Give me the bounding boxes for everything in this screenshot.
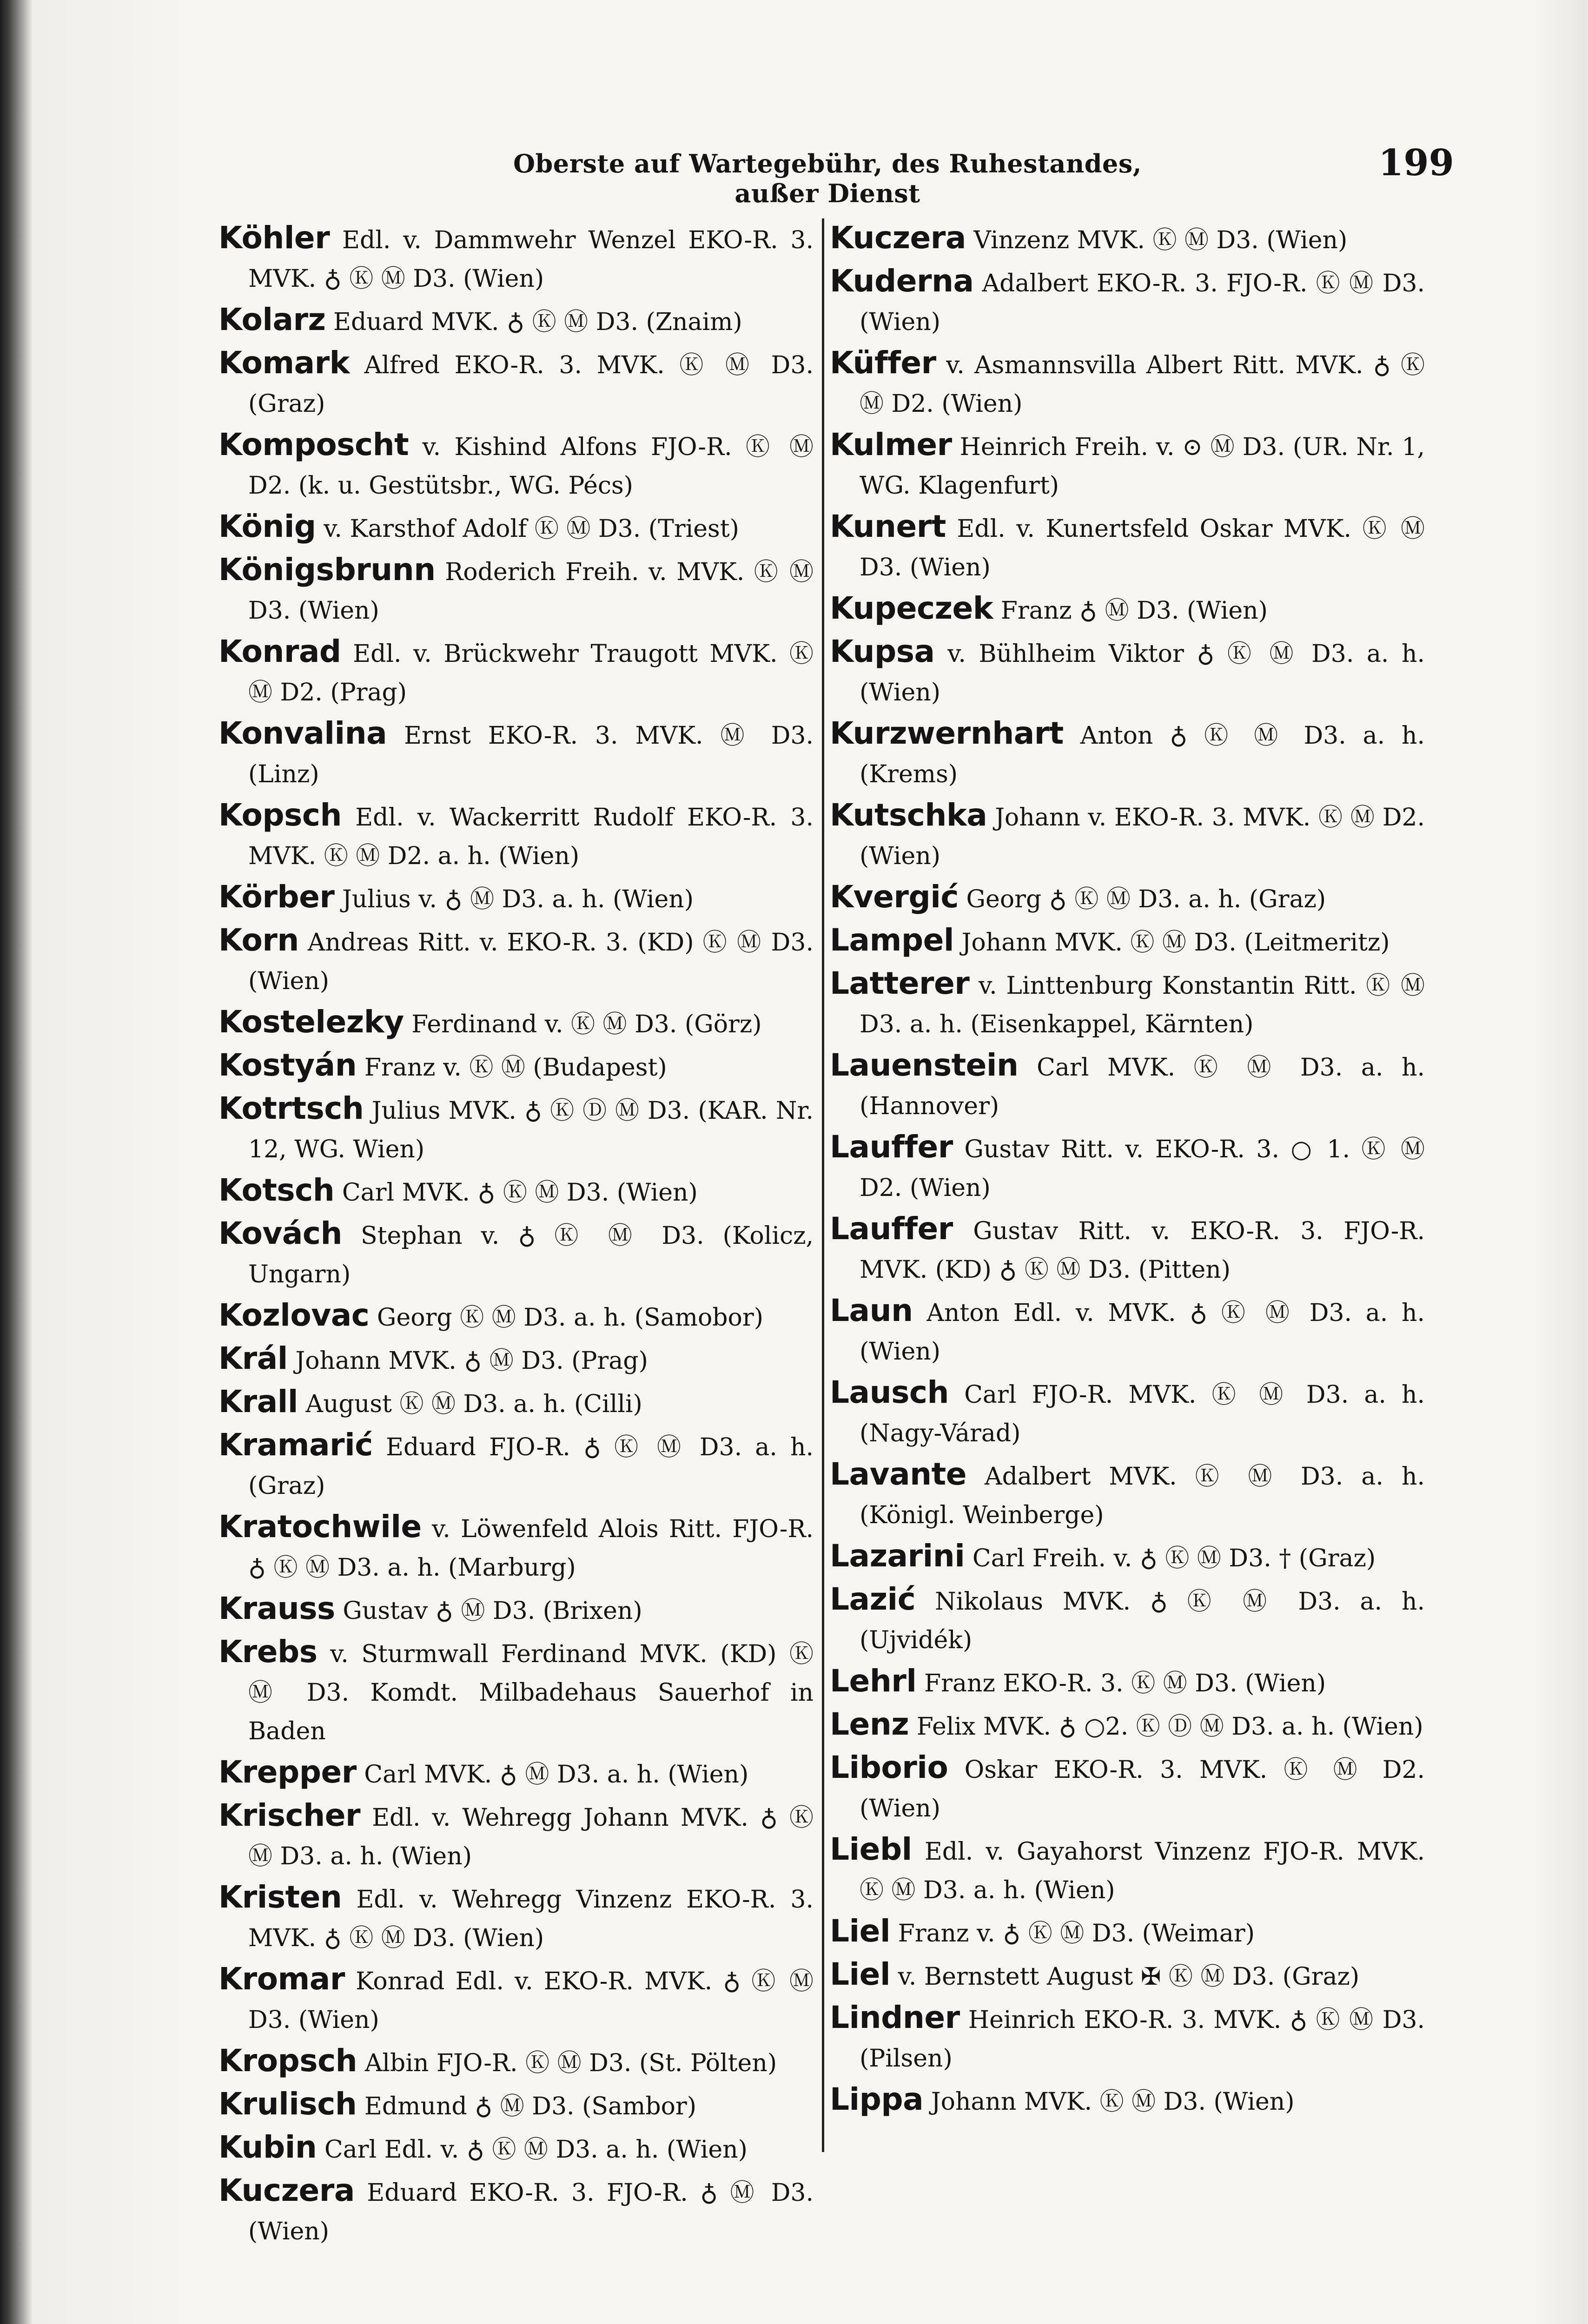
directory-entry [830,1955,1425,1996]
entry-details: Alfred EKO-R. 3. MVK. Ⓚ Ⓜ D3. (Graz) [248,351,814,418]
column-rule [822,218,824,2152]
running-title: Oberste auf Wartegebühr, des Ruhestandes, außer Dienst [513,149,1142,208]
directory-entry [218,2171,814,2251]
directory-entry [218,343,814,423]
entry-surname: Konrad [218,634,341,669]
entry-details: Franz ♁ Ⓜ D3. (Wien) [1000,597,1268,625]
directory-entry [830,1662,1425,1703]
entry-surname: Kvergić [830,879,959,915]
entry-details: v. Bühlheim Viktor ♁ Ⓚ Ⓜ D3. a. h. (Wien) [860,640,1425,706]
entry-details: Adalbert MVK. Ⓚ Ⓜ D3. a. h. (Königl. Weinberge) [860,1463,1425,1529]
directory-entry [218,796,814,876]
entry-surname: Laun [830,1293,913,1328]
directory-entry [830,343,1425,423]
entry-details: v. Sturmwall Ferdinand MVK. (KD) Ⓚ Ⓜ D3. Komdt. Milbadehaus Sauerhof in Baden [248,1640,814,1745]
entry-surname: Krauss [218,1591,335,1626]
directory-entry [218,1632,814,1751]
entry-details: Johann v. EKO-R. 3. MVK. Ⓚ Ⓜ D2. (Wien) [860,804,1425,870]
entry-details: v. Karsthof Adolf Ⓚ Ⓜ D3. (Triest) [324,515,739,543]
entry-details: Andreas Ritt. v. EKO-R. 3. (KD) Ⓚ Ⓜ D3. (Wien) [248,929,814,995]
entry-details: Oskar EKO-R. 3. MVK. Ⓚ Ⓜ D2. (Wien) [860,1756,1425,1822]
entry-surname: Kupeczek [830,590,993,626]
entry-surname: Kuczera [218,2172,355,2208]
entry-details: Roderich Freih. v. MVK. Ⓚ Ⓜ D3. (Wien) [248,558,814,625]
entry-details: Ferdinand v. Ⓚ Ⓜ D3. (Görz) [411,1010,762,1038]
entry-surname: Lavante [830,1456,966,1492]
entry-surname: Köhler [218,220,330,256]
entry-details: Julius v. ♁ Ⓜ D3. a. h. (Wien) [342,885,694,913]
entry-surname: Liel [830,1956,891,1992]
entry-surname: Küffer [830,345,936,381]
entry-surname: Körber [218,879,335,915]
entry-surname: Kromar [218,1961,345,1997]
entry-details: Eduard FJO-R. ♁ Ⓚ Ⓜ D3. a. h. (Graz) [248,1433,814,1500]
directory-entry [830,1209,1425,1289]
entry-surname: Kuczera [830,220,966,256]
entry-details: Gustav ♁ Ⓜ D3. (Brixen) [343,1597,642,1625]
entry-details: Gustav Ritt. v. EKO-R. 3. FJO-R. MVK. (KD) ♁ Ⓚ Ⓜ D3. (Pitten) [860,1217,1425,1284]
entry-surname: Krulisch [218,2086,357,2122]
entry-details: Ernst EKO-R. 3. MVK. Ⓜ D3. (Linz) [248,722,814,788]
entry-surname: Königsbrunn [218,552,436,588]
entry-surname: Lenz [830,1706,909,1742]
entry-details: Edl. v. Wackerritt Rudolf EKO-R. 3. MVK. Ⓚ Ⓜ D2. a. h. (Wien) [248,804,814,870]
entry-surname: Konvalina [218,715,387,751]
directory-entry [218,1339,814,1380]
entry-surname: Kulmer [830,427,952,462]
entry-details: Johann MVK. ♁ Ⓜ D3. (Prag) [295,1347,648,1375]
entry-details: Gustav Ritt. v. EKO-R. 3. ○ 1. Ⓚ Ⓜ D2. (Wien) [860,1136,1425,1202]
entry-surname: Lindner [830,2000,960,2035]
entry-surname: Liborio [830,1750,948,1785]
entry-surname: Komark [218,345,350,381]
entry-details: Eduard MVK. ♁ Ⓚ Ⓜ D3. (Znaim) [333,308,742,336]
entry-surname: Lehrl [830,1663,917,1699]
entry-details: Franz v. ♁ Ⓚ Ⓜ D3. (Weimar) [898,1920,1255,1948]
entry-details: Anton Edl. v. MVK. ♁ Ⓚ Ⓜ D3. a. h. (Wien) [860,1299,1425,1366]
entry-surname: Liebl [830,1831,912,1867]
entry-details: Carl MVK. ♁ Ⓚ Ⓜ D3. (Wien) [342,1179,698,1207]
entry-surname: Krebs [218,1634,318,1670]
entry-surname: Komposcht [218,427,409,462]
entry-surname: Lauffer [830,1211,953,1247]
directory-entry [218,425,814,505]
directory-entry [218,1171,814,1212]
directory-entry [218,550,814,630]
directory-entry [218,714,814,794]
entry-details: Johann MVK. Ⓚ Ⓜ D3. (Leitmeritz) [961,929,1390,957]
entry-surname: Kozlovac [218,1297,370,1333]
entry-details: August Ⓚ Ⓜ D3. a. h. (Cilli) [305,1390,642,1418]
entry-details: Carl Edl. v. ♁ Ⓚ Ⓜ D3. a. h. (Wien) [324,2136,748,2164]
directory-entry [830,1046,1425,1126]
entry-details: Carl FJO-R. MVK. Ⓚ Ⓜ D3. a. h. (Nagy-Várad) [860,1381,1425,1447]
directory-entry [218,2085,814,2126]
entry-details: Carl MVK. ♁ Ⓜ D3. a. h. (Wien) [364,1761,749,1789]
directory-entry [218,300,814,342]
entry-surname: Lausch [830,1374,949,1410]
directory-entry [218,1507,814,1587]
entry-surname: Lauffer [830,1129,953,1165]
entry-details: Edl. v. Dammwehr Wenzel EKO-R. 3. MVK. ♁ Ⓚ Ⓜ D3. (Wien) [248,226,814,293]
entry-details: Felix MVK. ♁ ○2. Ⓚ Ⓓ Ⓜ D3. a. h. (Wien) [916,1713,1423,1741]
directory-entry [218,921,814,1001]
entry-details: v. Kishind Alfons FJO-R. Ⓚ Ⓜ D2. (k. u. Gestütsbr., WG. Pécs) [248,433,814,500]
entry-surname: Lippa [830,2081,924,2117]
entry-details: v. Asmannsvilla Albert Ritt. MVK. ♁ Ⓚ Ⓜ D2. (Wien) [860,351,1425,418]
entry-surname: König [218,508,316,544]
directory-entry [218,1426,814,1505]
entry-details: Georg Ⓚ Ⓜ D3. a. h. (Samobor) [377,1304,763,1332]
entry-details: Stephan v. ♁ Ⓚ Ⓜ D3. (Kolicz, Ungarn) [248,1222,814,1288]
entry-surname: Latterer [830,965,970,1001]
directory-entry [218,1589,814,1631]
entry-surname: Kupsa [830,634,935,669]
directory-entry [830,1998,1425,2078]
entry-details: Carl Freih. v. ♁ Ⓚ Ⓜ D3. † (Graz) [972,1545,1376,1572]
entry-details: v. Linttenburg Konstantin Ritt. Ⓚ Ⓜ D3. a. h. (Eisenkappel, Kärnten) [860,972,1425,1038]
entry-details: Vinzenz MVK. Ⓚ Ⓜ D3. (Wien) [973,226,1348,254]
directory-entry [218,1089,814,1169]
directory-entry [830,1291,1425,1371]
directory-entry [830,425,1425,505]
directory-entry [830,1705,1425,1746]
directory-entry [218,632,814,712]
directory-entry [218,2128,814,2169]
directory-entry [218,878,814,919]
entry-details: Edl. v. Wehregg Vinzenz EKO-R. 3. MVK. ♁ Ⓚ Ⓜ D3. (Wien) [248,1886,814,1952]
directory-entry [830,1748,1425,1828]
entry-surname: Král [218,1340,288,1376]
entry-surname: Kropsch [218,2043,357,2079]
entry-surname: Kolarz [218,302,326,337]
entry-surname: Kotrtsch [218,1090,364,1126]
entry-details: Heinrich Freih. v. ⊙ Ⓜ D3. (UR. Nr. 1, WG. Klagenfurt) [860,433,1425,500]
entry-surname: Krall [218,1384,298,1419]
entry-surname: Krepper [218,1754,357,1790]
entry-details: Adalbert EKO-R. 3. FJO-R. Ⓚ Ⓜ D3. (Wien) [860,270,1425,336]
entry-surname: Lampel [830,922,954,958]
entry-surname: Kramarić [218,1427,373,1463]
directory-entry [830,1128,1425,1208]
entry-surname: Lazarini [830,1538,965,1574]
directory-entry [218,507,814,548]
directory-entry [830,1580,1425,1660]
directory-entry [830,2080,1425,2121]
directory-entry [830,1912,1425,1953]
directory-entry [218,218,814,298]
entry-details: Eduard EKO-R. 3. FJO-R. ♁ Ⓜ D3. (Wien) [248,2179,814,2245]
entry-details: Georg ♁ Ⓚ Ⓜ D3. a. h. (Graz) [966,885,1326,913]
entry-details: v. Löwenfeld Alois Ritt. FJO-R. ♁ Ⓚ Ⓜ D3. a. h. (Marburg) [248,1515,814,1582]
entry-surname: Kotsch [218,1172,335,1208]
directory-entry [830,507,1425,587]
entry-surname: Korn [218,922,299,958]
directory-entry [830,1830,1425,1910]
entry-details: Nikolaus MVK. ♁ Ⓚ Ⓜ D3. a. h. (Ujvidék) [860,1588,1425,1654]
directory-entry [218,1046,814,1087]
directory-entry [218,1960,814,2040]
entry-details: Edl. v. Kunertsfeld Oskar MVK. Ⓚ Ⓜ D3. (Wien) [860,515,1425,581]
directory-entry [830,218,1425,260]
entry-details: Julius MVK. ♁ Ⓚ Ⓓ Ⓜ D3. (KAR. Nr. 12, WG. Wien) [248,1097,814,1163]
entry-details: Edl. v. Gayahorst Vinzenz FJO-R. MVK. Ⓚ Ⓜ D3. a. h. (Wien) [860,1838,1425,1904]
directory-entry [218,2041,814,2083]
entry-details: Anton ♁ Ⓚ Ⓜ D3. a. h. (Krems) [860,722,1425,788]
directory-entry [218,1753,814,1794]
entry-surname: Lazić [830,1581,916,1617]
entry-surname: Kuderna [830,263,974,299]
directory-entry [218,1214,814,1294]
entry-surname: Lauenstein [830,1047,1019,1083]
entry-surname: Kristen [218,1879,342,1915]
page-number: 199 [1378,142,1454,184]
entry-details: v. Bernstett August ✠ Ⓚ Ⓜ D3. (Graz) [898,1963,1360,1991]
directory-entry [830,796,1425,876]
entry-details: Albin FJO-R. Ⓚ Ⓜ D3. (St. Pölten) [364,2049,777,2077]
directory-entry [218,1878,814,1958]
entry-surname: Liel [830,1913,891,1949]
directory-entry [830,964,1425,1044]
entry-surname: Kopsch [218,797,342,833]
entry-details: Konrad Edl. v. EKO-R. MVK. ♁ Ⓚ Ⓜ D3. (Wien) [248,1967,814,2034]
directory-entry [218,1382,814,1424]
entry-surname: Kunert [830,508,946,544]
right-column [830,218,1425,2123]
directory-entry [830,878,1425,919]
directory-entry [830,921,1425,962]
entry-surname: Kurzwernhart [830,715,1064,751]
directory-entry [830,714,1425,794]
directory-entry [830,632,1425,712]
entry-surname: Kostyán [218,1047,357,1083]
entry-surname: Krischer [218,1797,361,1833]
entry-details: Edl. v. Brückwehr Traugott MVK. Ⓚ Ⓜ D2. (Prag) [248,640,814,706]
left-column [218,218,814,2253]
entry-surname: Kubin [218,2129,317,2165]
directory-entry [830,1537,1425,1578]
entry-details: Franz v. Ⓚ Ⓜ (Budapest) [364,1054,667,1082]
entry-details: Edmund ♁ Ⓜ D3. (Sambor) [364,2093,697,2120]
directory-entry [830,1455,1425,1535]
directory-entry [218,1796,814,1876]
directory-entry [218,1296,814,1337]
directory-entry [830,1373,1425,1453]
entry-details: Heinrich EKO-R. 3. MVK. ♁ Ⓚ Ⓜ D3. (Pilsen) [860,2006,1425,2073]
entry-details: Franz EKO-R. 3. Ⓚ Ⓜ D3. (Wien) [924,1670,1326,1697]
directory-entry [218,1003,814,1044]
directory-entry [830,589,1425,630]
entry-details: Edl. v. Wehregg Johann MVK. ♁ Ⓚ Ⓜ D3. a. h. (Wien) [248,1804,814,1870]
directory-entry [830,262,1425,342]
entry-surname: Kostelezky [218,1004,404,1040]
entry-details: Carl MVK. Ⓚ Ⓜ D3. a. h. (Hannover) [860,1054,1425,1120]
entry-details: Johann MVK. Ⓚ Ⓜ D3. (Wien) [931,2088,1295,2116]
entry-surname: Kutschka [830,797,987,833]
entry-surname: Kovách [218,1215,342,1251]
entry-surname: Kratochwile [218,1509,422,1545]
